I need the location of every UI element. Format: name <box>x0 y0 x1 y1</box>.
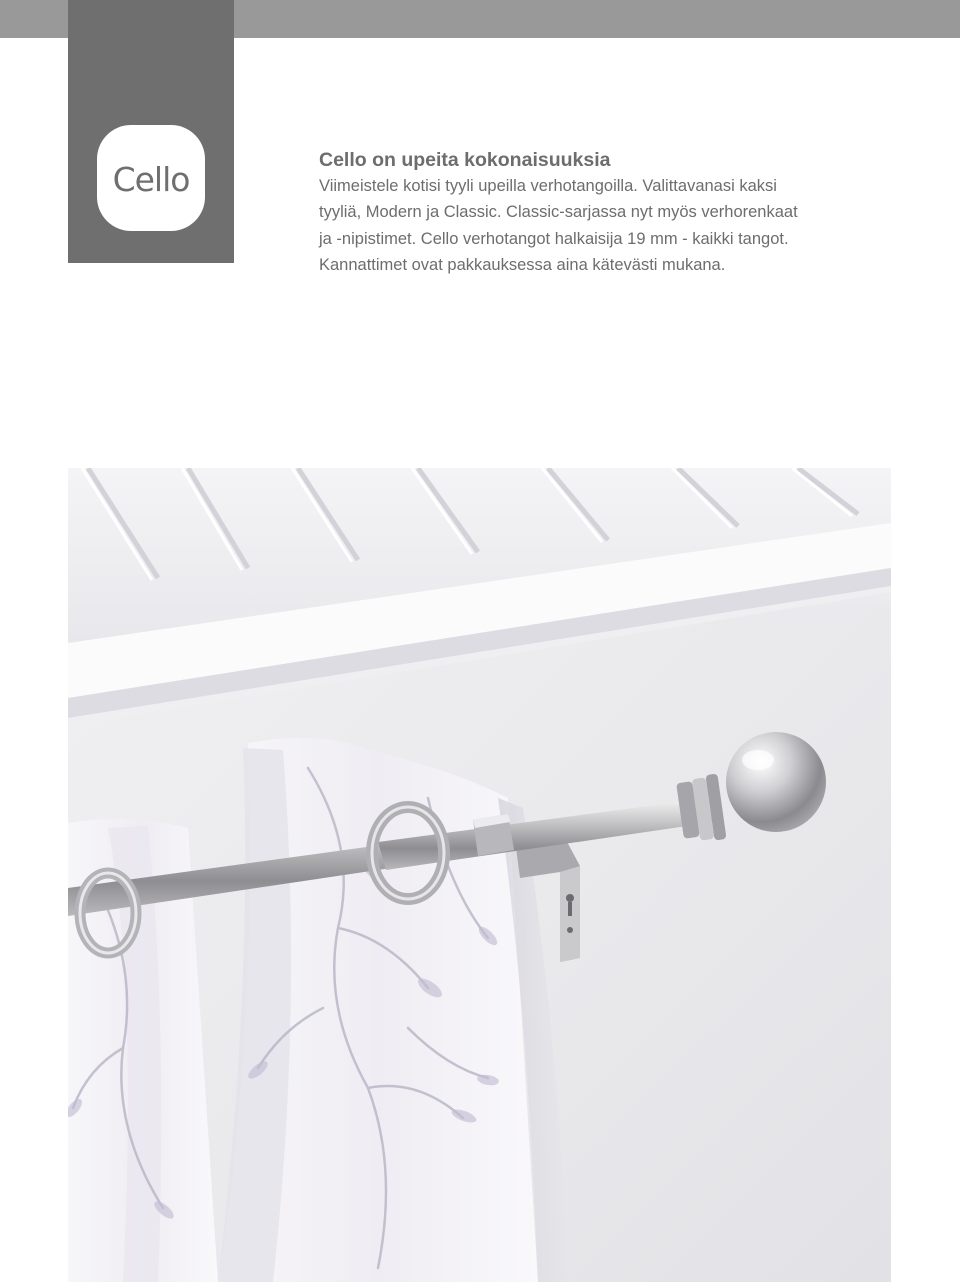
intro-line: Kannattimet ovat pakkauksessa aina kätevästi mukana. <box>319 255 726 274</box>
logo-panel <box>68 0 234 263</box>
logo-text: Cello <box>112 159 190 199</box>
intro-line: ja -nipistimet. Cello verhotangot halkaisija 19 mm - kaikki tangot. <box>319 229 789 248</box>
cello-logo <box>97 125 205 231</box>
intro-paragraph <box>319 173 919 278</box>
intro-text-block <box>319 147 919 278</box>
product-photo <box>68 468 891 1282</box>
page-heading: Cello on upeita kokonaisuuksia <box>319 149 611 171</box>
intro-line: Viimeistele kotisi tyyli upeilla verhotangoilla. Valittavanasi kaksi <box>319 177 777 195</box>
intro-line: tyyliä, Modern ja Classic. Classic-sarjassa nyt myös verhorenkaat <box>319 203 798 222</box>
